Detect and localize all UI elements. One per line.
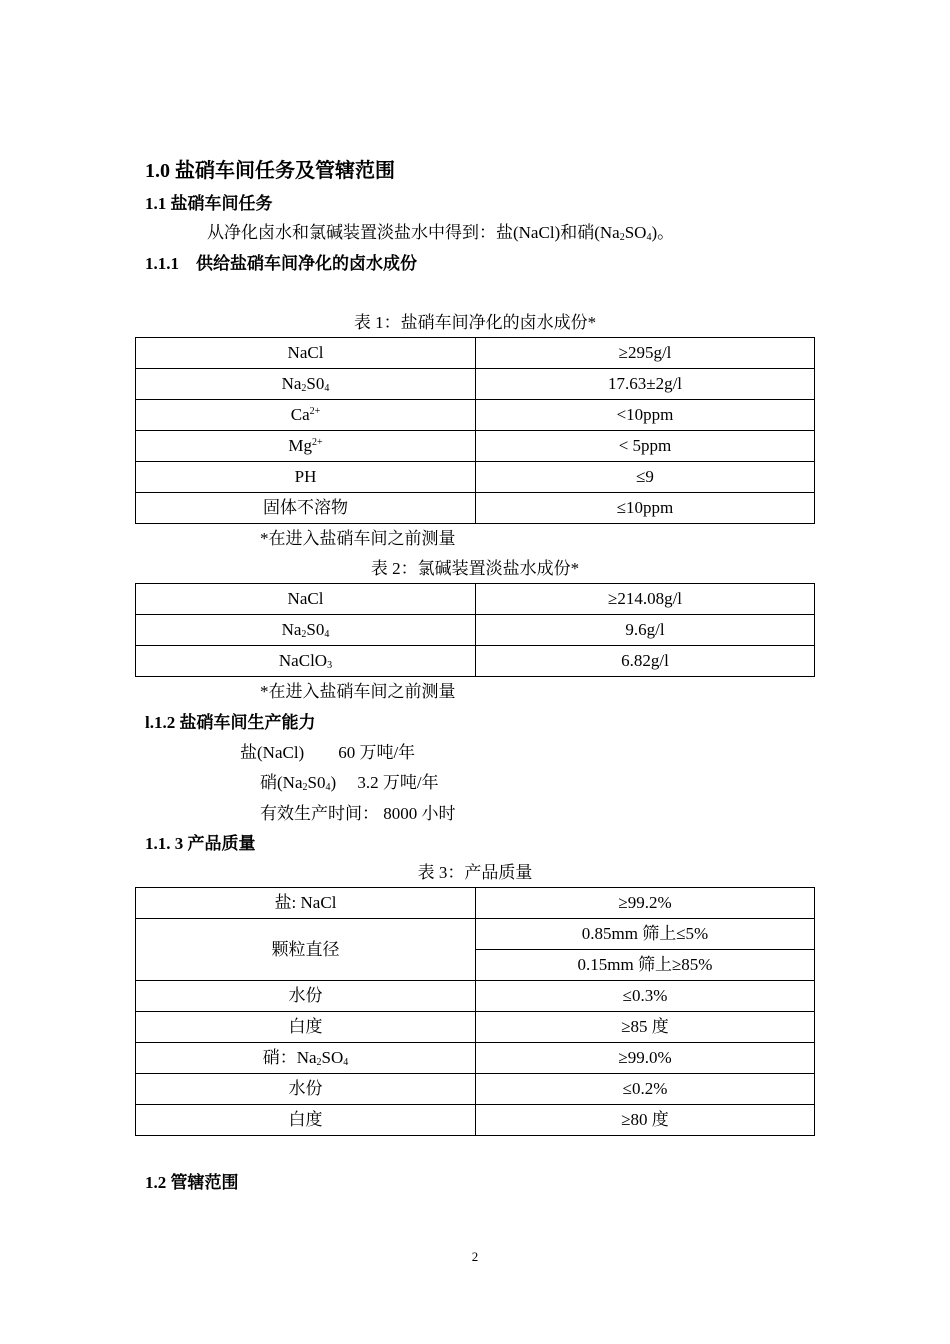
- table1-caption: 表 1：盐硝车间净化的卤水成份*: [353, 313, 597, 332]
- table-row: NaCl ≥214.08g/l: [136, 584, 815, 615]
- table2-light-brine-composition: [135, 583, 815, 677]
- table1-brine-composition: [135, 337, 815, 524]
- section-heading-1-2: 1.2 管辖范围: [145, 1173, 239, 1192]
- section-heading-1-1-3: 1.1. 3 产品质量: [145, 834, 256, 853]
- table-row: 固体不溶物 ≤10ppm: [136, 493, 815, 524]
- table-row: 白度 ≥80 度: [136, 1105, 815, 1136]
- capacity-time: 有效生产时间： 8000 小时: [260, 804, 456, 823]
- intro-paragraph: 从净化卤水和氯碱装置淡盐水中得到：盐(NaCl)和硝$(Na_2SO_4)$。: [207, 223, 675, 243]
- table-row: $Mg^{2+}$ < 5ppm: [136, 431, 815, 462]
- table-row: NaClO$_3$ 6.82g/l: [136, 646, 815, 677]
- table-row: $Na_2S0_4$ 17.63±2g/l: [136, 369, 815, 400]
- table-row: 水份 ≤0.3%: [136, 981, 815, 1012]
- section-heading-1-1-2: l.1.2 盐硝车间生产能力: [145, 713, 316, 732]
- section-heading-1-1-1: 1.1.1 供给盐硝车间净化的卤水成份: [145, 254, 417, 273]
- table-row: NaCl ≥295g/l: [136, 338, 815, 369]
- page-number: 2: [471, 1249, 479, 1264]
- table3-product-quality: [135, 887, 815, 1136]
- table-row: 0.15mm 筛上≥85%: [136, 950, 815, 981]
- capacity-nitre: 硝$(Na_2S0_4)$ 3.2 万吨/年: [260, 773, 439, 793]
- table3-caption: 表 3：产品质量: [417, 863, 533, 882]
- table2-note: *在进入盐硝车间之前测量: [260, 682, 456, 701]
- table-row: $Na_2S0_4$ 9.6g/l: [136, 615, 815, 646]
- table2-caption: 表 2：氯碱装置淡盐水成份*: [370, 559, 580, 578]
- table-row: $Ca^{2+}$ <10ppm: [136, 400, 815, 431]
- table-row: 水份 ≤0.2%: [136, 1074, 815, 1105]
- table-row: 白度 ≥85 度: [136, 1012, 815, 1043]
- section-heading-1-0: 1.0 盐硝车间任务及管辖范围: [145, 160, 395, 182]
- table-row: 硝：$Na_2SO_4$ ≥99.0%: [136, 1043, 815, 1074]
- table-row: 颗粒直径 0.85mm 筛上≤5%: [136, 919, 815, 950]
- table-row: 盐: NaCl ≥99.2%: [136, 888, 815, 919]
- table-row: PH ≤9: [136, 462, 815, 493]
- section-heading-1-1: 1.1 盐硝车间任务: [145, 194, 273, 213]
- table1-note: *在进入盐硝车间之前测量: [260, 529, 456, 548]
- capacity-salt: 盐(NaCl) 60 万吨/年: [240, 743, 416, 762]
